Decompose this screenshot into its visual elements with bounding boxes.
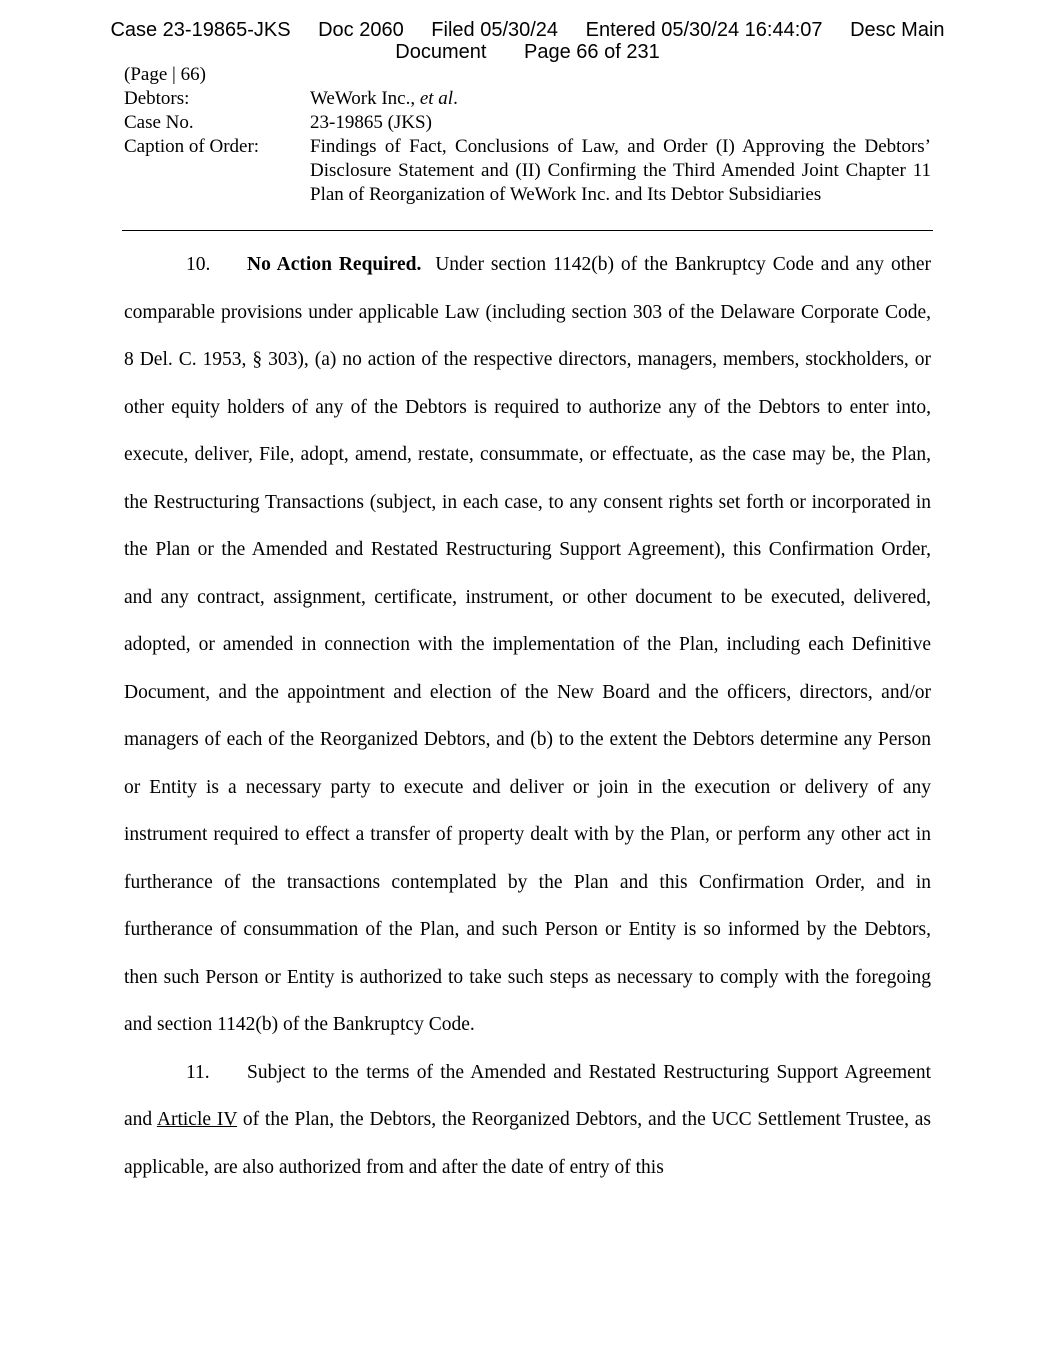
case-number-label: Case No.	[124, 112, 194, 133]
order-caption-value: Findings of Fact, Conclusions of Law, and Order (I) Approving the Debtors’ Disclosure Statement and (II) Confirming the Third Amended Joint Chapter 11 Plan of Reorganization of WeWork Inc. and Its Debtor Subsidiaries	[310, 136, 931, 205]
case-caption	[124, 63, 931, 207]
page-reference: (Page | 66)	[124, 64, 206, 85]
case-number-value: 23-19865 (JKS)	[310, 112, 432, 133]
debtors-value: WeWork Inc., et al.	[310, 88, 458, 109]
stamp-entered: Entered 05/30/24 16:44:07	[585, 19, 823, 41]
stamp-filed: Filed 05/30/24	[431, 19, 559, 41]
order-body	[124, 241, 931, 1191]
caption-divider	[122, 230, 933, 231]
paragraph-number: 11.	[186, 1061, 210, 1083]
paragraph-text: Subject to the terms of the Amended and Restated Restructuring Support Agreement and	[124, 1061, 931, 1130]
paragraph-10	[124, 241, 931, 1049]
debtors-label: Debtors:	[124, 88, 190, 109]
stamp-doc: Doc 2060	[318, 19, 404, 41]
stamp-case: Case 23-19865-JKS	[110, 19, 291, 41]
stamp-desc: Desc Main	[850, 19, 945, 41]
paragraph-text: of the Plan, the Debtors, the Reorganized Debtors, and the UCC Settlement Trustee, as applicable, are also authorized from and after the date of entry of this	[124, 1109, 931, 1178]
paragraph-text: Under section 1142(b) of the Bankruptcy Code and any other comparable provisions under applicable Law (including section 303 of the Delaware Corporate Code, 8 Del. C. 1953, § 303), (a) no action of the respective directors, managers, members, stockholders, or other equity holders of any of the Debtors is required to authorize any of the Debtors to enter into, execute, deliver, File, adopt, amend, restate, consummate, or effectuate, as the case may be, the Plan, the Restructuring Transactions (subject, in each case, to any consent rights set forth or incorporated in the Plan or the Amended and Restated Restructuring Support Agreement), this Confirmation Order, and any contract, assignment, certificate, instrument, or other document to be executed, delivered, adopted, or amended in connection with the implementation of the Plan, including each Definitive Document, and the appointment and election of the New Board and the officers, directors, and/or managers of each of the Reorganized Debtors, and (b) to the extent the Debtors determine any Person or Entity is a necessary party to execute and deliver or join in the execution or delivery of any instrument required to effect a transfer of property dealt with by the Plan, or perform any other act in furtherance of the transactions contemplated by the Plan and this Confirmation Order, and in furtherance of consummation of the Plan, and such Person or Entity is so informed by the Debtors, then such Person or Entity is authorized to take such steps as necessary to comply with the foregoing and section 1142(b) of the Bankruptcy Code.	[124, 254, 932, 1035]
paragraph-heading: No Action Required.	[247, 254, 422, 275]
stamp-page: Page 66 of 231	[524, 41, 660, 63]
paragraph-11	[124, 1049, 931, 1192]
stamp-document: Document	[395, 41, 487, 63]
order-caption-label: Caption of Order:	[124, 136, 260, 157]
court-filing-stamp	[0, 19, 1055, 63]
article-reference: Article IV	[156, 1109, 238, 1130]
paragraph-number: 10.	[186, 254, 211, 275]
